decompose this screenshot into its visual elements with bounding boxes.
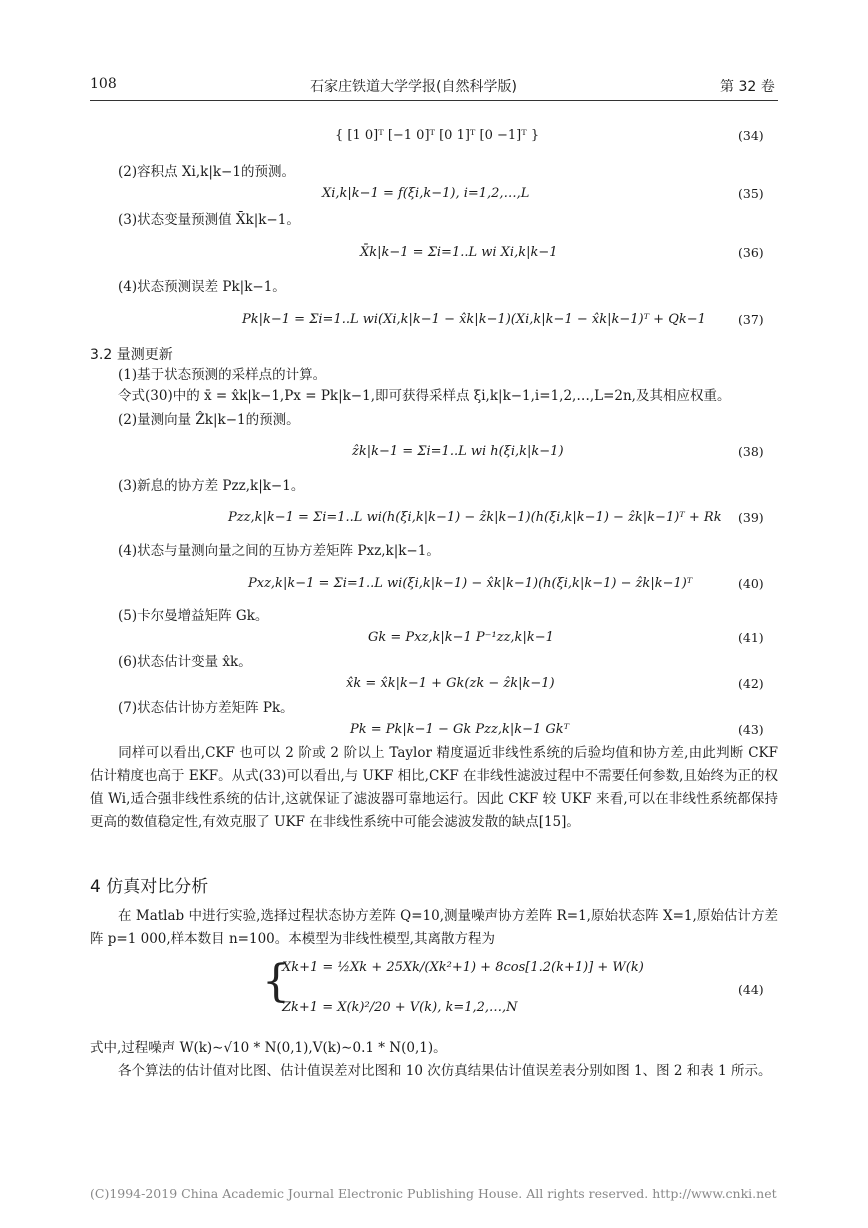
- measure-step-1: (1)基于状态预测的采样点的计算。: [118, 367, 327, 383]
- equation-number-42: (42): [738, 676, 764, 691]
- step-2: (2)容积点 Xi,k|k−1的预测。: [118, 164, 295, 180]
- measure-step-2: (2)量测向量 Ẑk|k−1的预测。: [118, 412, 300, 428]
- measure-step-5: (5)卡尔曼增益矩阵 Gk。: [118, 608, 269, 624]
- measure-step-7: (7)状态估计协方差矩阵 Pk。: [118, 700, 294, 716]
- equation-41: Gk = Pxz,k|k−1 P⁻¹zz,k|k−1: [368, 630, 554, 645]
- equation-number-41: (41): [738, 630, 764, 645]
- equation-36: X̄k|k−1 = Σi=1..L wi Xi,k|k−1: [360, 245, 558, 260]
- equation-39: Pzz,k|k−1 = Σi=1..L wi(h(ξi,k|k−1) − ẑk|k−1)(h(ξi,k|k−1) − ẑk|k−1)ᵀ + Rk: [228, 510, 722, 525]
- measure-step-4: (4)状态与量测向量之间的互协方差矩阵 Pxz,k|k−1。: [118, 543, 440, 559]
- section-heading: 4 仿真对比分析: [90, 877, 209, 897]
- equation-35: Xi,k|k−1 = f(ξi,k−1), i=1,2,…,L: [322, 186, 530, 201]
- step-4: (4)状态预测误差 Pk|k−1。: [118, 279, 286, 295]
- paragraph-figures-text: 各个算法的估计值对比图、估计值误差对比图和 10 次仿真结果估计值误差表分别如图 1、图 2 和表 1 所示。: [118, 1063, 772, 1079]
- equation-number-37: (37): [738, 312, 764, 327]
- equation-44-state: Xk+1 = ½Xk + 25Xk/(Xk²+1) + 8cos[1.2(k+1)] + W(k): [282, 960, 644, 975]
- equation-42: x̂k = x̂k|k−1 + Gk(zk − ẑk|k−1): [346, 676, 555, 691]
- brace: {: [262, 956, 290, 1007]
- equation-40: Pxz,k|k−1 = Σi=1..L wi(ξi,k|k−1) − x̂k|k−1)(h(ξi,k|k−1) − ẑk|k−1)ᵀ: [248, 576, 693, 591]
- volume: 第 32 卷: [720, 79, 775, 95]
- equation-number-38: (38): [738, 444, 764, 459]
- equation-44-measurement: Zk+1 = X(k)²/20 + V(k), k=1,2,…,N: [282, 1000, 518, 1015]
- equation-number-44: (44): [738, 982, 764, 997]
- paragraph-experiment: [90, 905, 778, 951]
- paragraph-ckf-text: 同样可以看出,CKF 也可以 2 阶或 2 阶以上 Taylor 精度逼近非线性系统的后验均值和协方差,由此判断 CKF 估计精度也高于 EKF。从式(33)可以看出,与 UKF 相比,CKF 在非线性滤波过程中不需要任何参数,且始终为正的权值 Wi,适合强非线性系统的估计,这就保证了滤波器可靠地运行。因此 CKF 较 UKF 来看,可以在非线性系统都保持更高的数值稳定性,有效克服了 UKF 在非线性系统中可能会滤波发散的缺点[15]。: [90, 745, 778, 830]
- step-3: (3)状态变量预测值 X̄k|k−1。: [118, 212, 300, 228]
- equation-number-40: (40): [738, 576, 764, 591]
- header-rule: [90, 100, 778, 101]
- measure-step-6: (6)状态估计变量 x̂k。: [118, 654, 252, 670]
- page-number: 108: [90, 76, 117, 92]
- equation-number-34: (34): [738, 128, 764, 143]
- copyright-footer: (C)1994-2019 China Academic Journal Electronic Publishing House. All rights reserved. http://www.cnki.net: [90, 1186, 777, 1201]
- equation-43: Pk = Pk|k−1 − Gk Pzz,k|k−1 Gkᵀ: [350, 722, 570, 737]
- equation-number-35: (35): [738, 186, 764, 201]
- paragraph-figures: [90, 1060, 778, 1083]
- paragraph-experiment-text: 在 Matlab 中进行实验,选择过程状态协方差阵 Q=10,测量噪声协方差阵 R=1,原始状态阵 X=1,原始估计方差阵 p=1 000,样本数目 n=100。本模型为非线性模型,其离散方程为: [90, 908, 778, 947]
- paragraph-ckf-analysis: [90, 742, 778, 834]
- equation-34: { [1 0]ᵀ [−1 0]ᵀ [0 1]ᵀ [0 −1]ᵀ }: [335, 128, 540, 143]
- noise-definition: 式中,过程噪声 W(k)∼√10 * N(0,1),V(k)∼0.1 * N(0,1)。: [90, 1040, 447, 1056]
- journal-title: 石家庄铁道大学学报(自然科学版): [310, 79, 517, 95]
- equation-number-43: (43): [738, 722, 764, 737]
- equation-37: Pk|k−1 = Σi=1..L wi(Xi,k|k−1 − x̂k|k−1)(Xi,k|k−1 − x̂k|k−1)ᵀ + Qk−1: [242, 312, 706, 327]
- measure-step-3: (3)新息的协方差 Pzz,k|k−1。: [118, 478, 305, 494]
- measure-step-1-text: 令式(30)中的 x̄ = x̂k|k−1,Px = Pk|k−1,即可获得采样点 ξi,k|k−1,i=1,2,…,L=2n,及其相应权重。: [118, 388, 731, 404]
- equation-number-39: (39): [738, 510, 764, 525]
- equation-38: ẑk|k−1 = Σi=1..L wi h(ξi,k|k−1): [352, 444, 564, 459]
- subsection-heading: 3.2 量测更新: [90, 347, 173, 363]
- equation-number-36: (36): [738, 245, 764, 260]
